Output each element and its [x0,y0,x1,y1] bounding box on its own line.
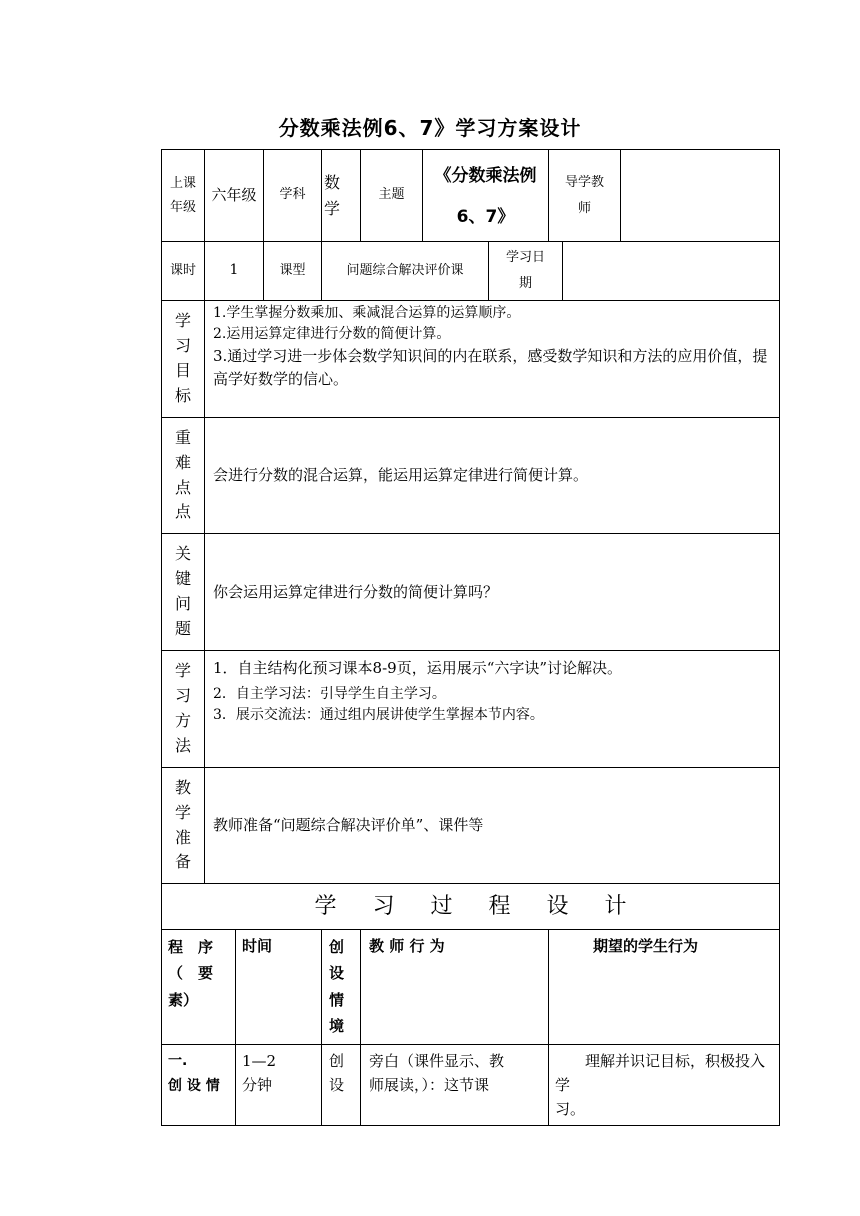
section-label [162,418,205,534]
title-char: 学 [314,893,337,919]
label-char: 难 [174,452,191,472]
period-label: 课时 [162,242,205,301]
section-key-question [162,534,780,651]
date-value [563,242,780,301]
section-preparation [162,768,780,884]
content-line: 2.运用运算定律进行分数的简便计算。 [213,326,451,342]
label-char: 点 [174,477,191,497]
label-char: 题 [174,618,191,638]
header-line: 情 [329,990,345,1009]
process-row [162,1045,780,1126]
type-value: 问题综合解决评价课 [322,242,489,301]
section-label [162,768,205,884]
cell-line: 1—2 [242,1052,277,1070]
cell-line: 设 [329,1076,345,1094]
header-line: 创 [329,938,345,956]
label-char: 方 [174,711,191,730]
program-cell [162,1045,236,1126]
program-header [162,930,236,1045]
label-char: 习 [174,686,191,706]
date-label: 学习日期 [506,250,546,291]
label-char: 学 [174,802,191,822]
cell-line: 一. [168,1053,188,1069]
topic-label: 主题 [361,150,423,242]
lesson-plan-table [161,149,780,1126]
section-methods [162,651,780,768]
header-line: 境 [329,1016,345,1035]
label-char: 点 [174,502,191,522]
process-title [162,884,780,930]
cell-line: 旁白（课件显示、教 [369,1052,505,1070]
label-char: 重 [174,427,191,447]
scene-header [322,930,361,1045]
header-line: 程 序 [168,938,214,956]
label-char: 准 [174,827,191,847]
teacher-label-cell [549,150,621,242]
section-key-points [162,418,780,534]
scene-cell [322,1045,361,1126]
student-cell [549,1045,780,1126]
teacher-value [621,150,780,242]
grade-label: 上课年级 [169,176,196,215]
title-char: 习 [372,893,395,919]
section-label [162,534,205,651]
content-line: 3．展示交流法：通过组内展讲使学生掌握本节内容。 [213,706,544,723]
section-goals [162,301,780,418]
label-char: 问 [174,594,191,613]
content-line: 2．自主学习法：引导学生自主学习。 [213,685,446,702]
section-label [162,301,205,418]
title-char: 设 [546,893,569,919]
section-content [205,768,780,884]
date-label-cell [489,242,563,301]
subject-value: 数学 [324,173,341,218]
subject-value-cell [322,150,361,242]
time-cell [236,1045,322,1126]
header-line: 设 [329,964,345,983]
title-char: 计 [604,893,627,919]
teacher-label: 导学教师 [565,174,605,216]
grade-label-cell [162,150,205,242]
header-line: （ 要 [168,964,214,983]
header-line: 素） [168,990,199,1009]
label-char: 关 [174,544,191,564]
section-content [205,301,780,418]
title-char: 过 [430,893,453,919]
cell-line: 理解并识记目标，积极投入学 [555,1052,766,1094]
section-label [162,651,205,768]
student-behavior-header: 期望的学生行为 [549,930,780,1045]
cell-line: 分钟 [242,1076,273,1094]
label-char: 键 [174,569,191,589]
time-header: 时间 [236,930,322,1045]
topic-value-cell [423,150,549,242]
section-content [205,534,780,651]
label-char: 法 [174,735,191,755]
label-char: 教 [174,777,191,797]
label-char: 习 [174,336,191,356]
period-value: 1 [205,242,264,301]
content-line: 会进行分数的混合运算，能运用运算定律进行简便计算。 [213,466,589,485]
label-char: 学 [174,661,191,681]
type-label: 课型 [264,242,322,301]
label-char: 学 [174,311,191,331]
cell-line: 创 设 情 [168,1077,220,1094]
teacher-behavior-header: 教 师 行 为 [361,930,549,1045]
content-line: 你会运用运算定律进行分数的简便计算吗？ [213,582,499,601]
cell-line: 师展读，）：这节课 [369,1076,490,1094]
label-char: 备 [174,852,191,872]
process-title-row [162,884,780,930]
content-line: 3.通过学习进一步体会数学知识间的内在联系，感受数学知识和方法的应用价值，提高学好数学的信心。 [213,347,768,388]
process-header-row [162,930,780,1045]
grade-value: 六年级 [205,150,264,242]
content-line: 1.学生掌握分数乘加、乘减混合运算的运算顺序。 [213,305,521,321]
label-char: 标 [174,385,191,405]
document-title: 分数乘法例6、7》学习方案设计 [278,116,582,140]
label-char: 目 [174,361,191,380]
section-content [205,651,780,768]
cell-line: 习。 [555,1100,586,1118]
teacher-cell [361,1045,549,1126]
cell-line: 创 [329,1052,345,1070]
section-content [205,418,780,534]
topic-value: 《分数乘法例6、7》 [434,166,537,227]
subject-label: 学科 [264,150,322,242]
title-char: 程 [488,893,511,919]
content-line: 教师准备“问题综合解决评价单”、课件等 [213,816,484,835]
content-line: 1．自主结构化预习课本8-9页，运用展示“六字诀”讨论解决。 [213,659,623,677]
